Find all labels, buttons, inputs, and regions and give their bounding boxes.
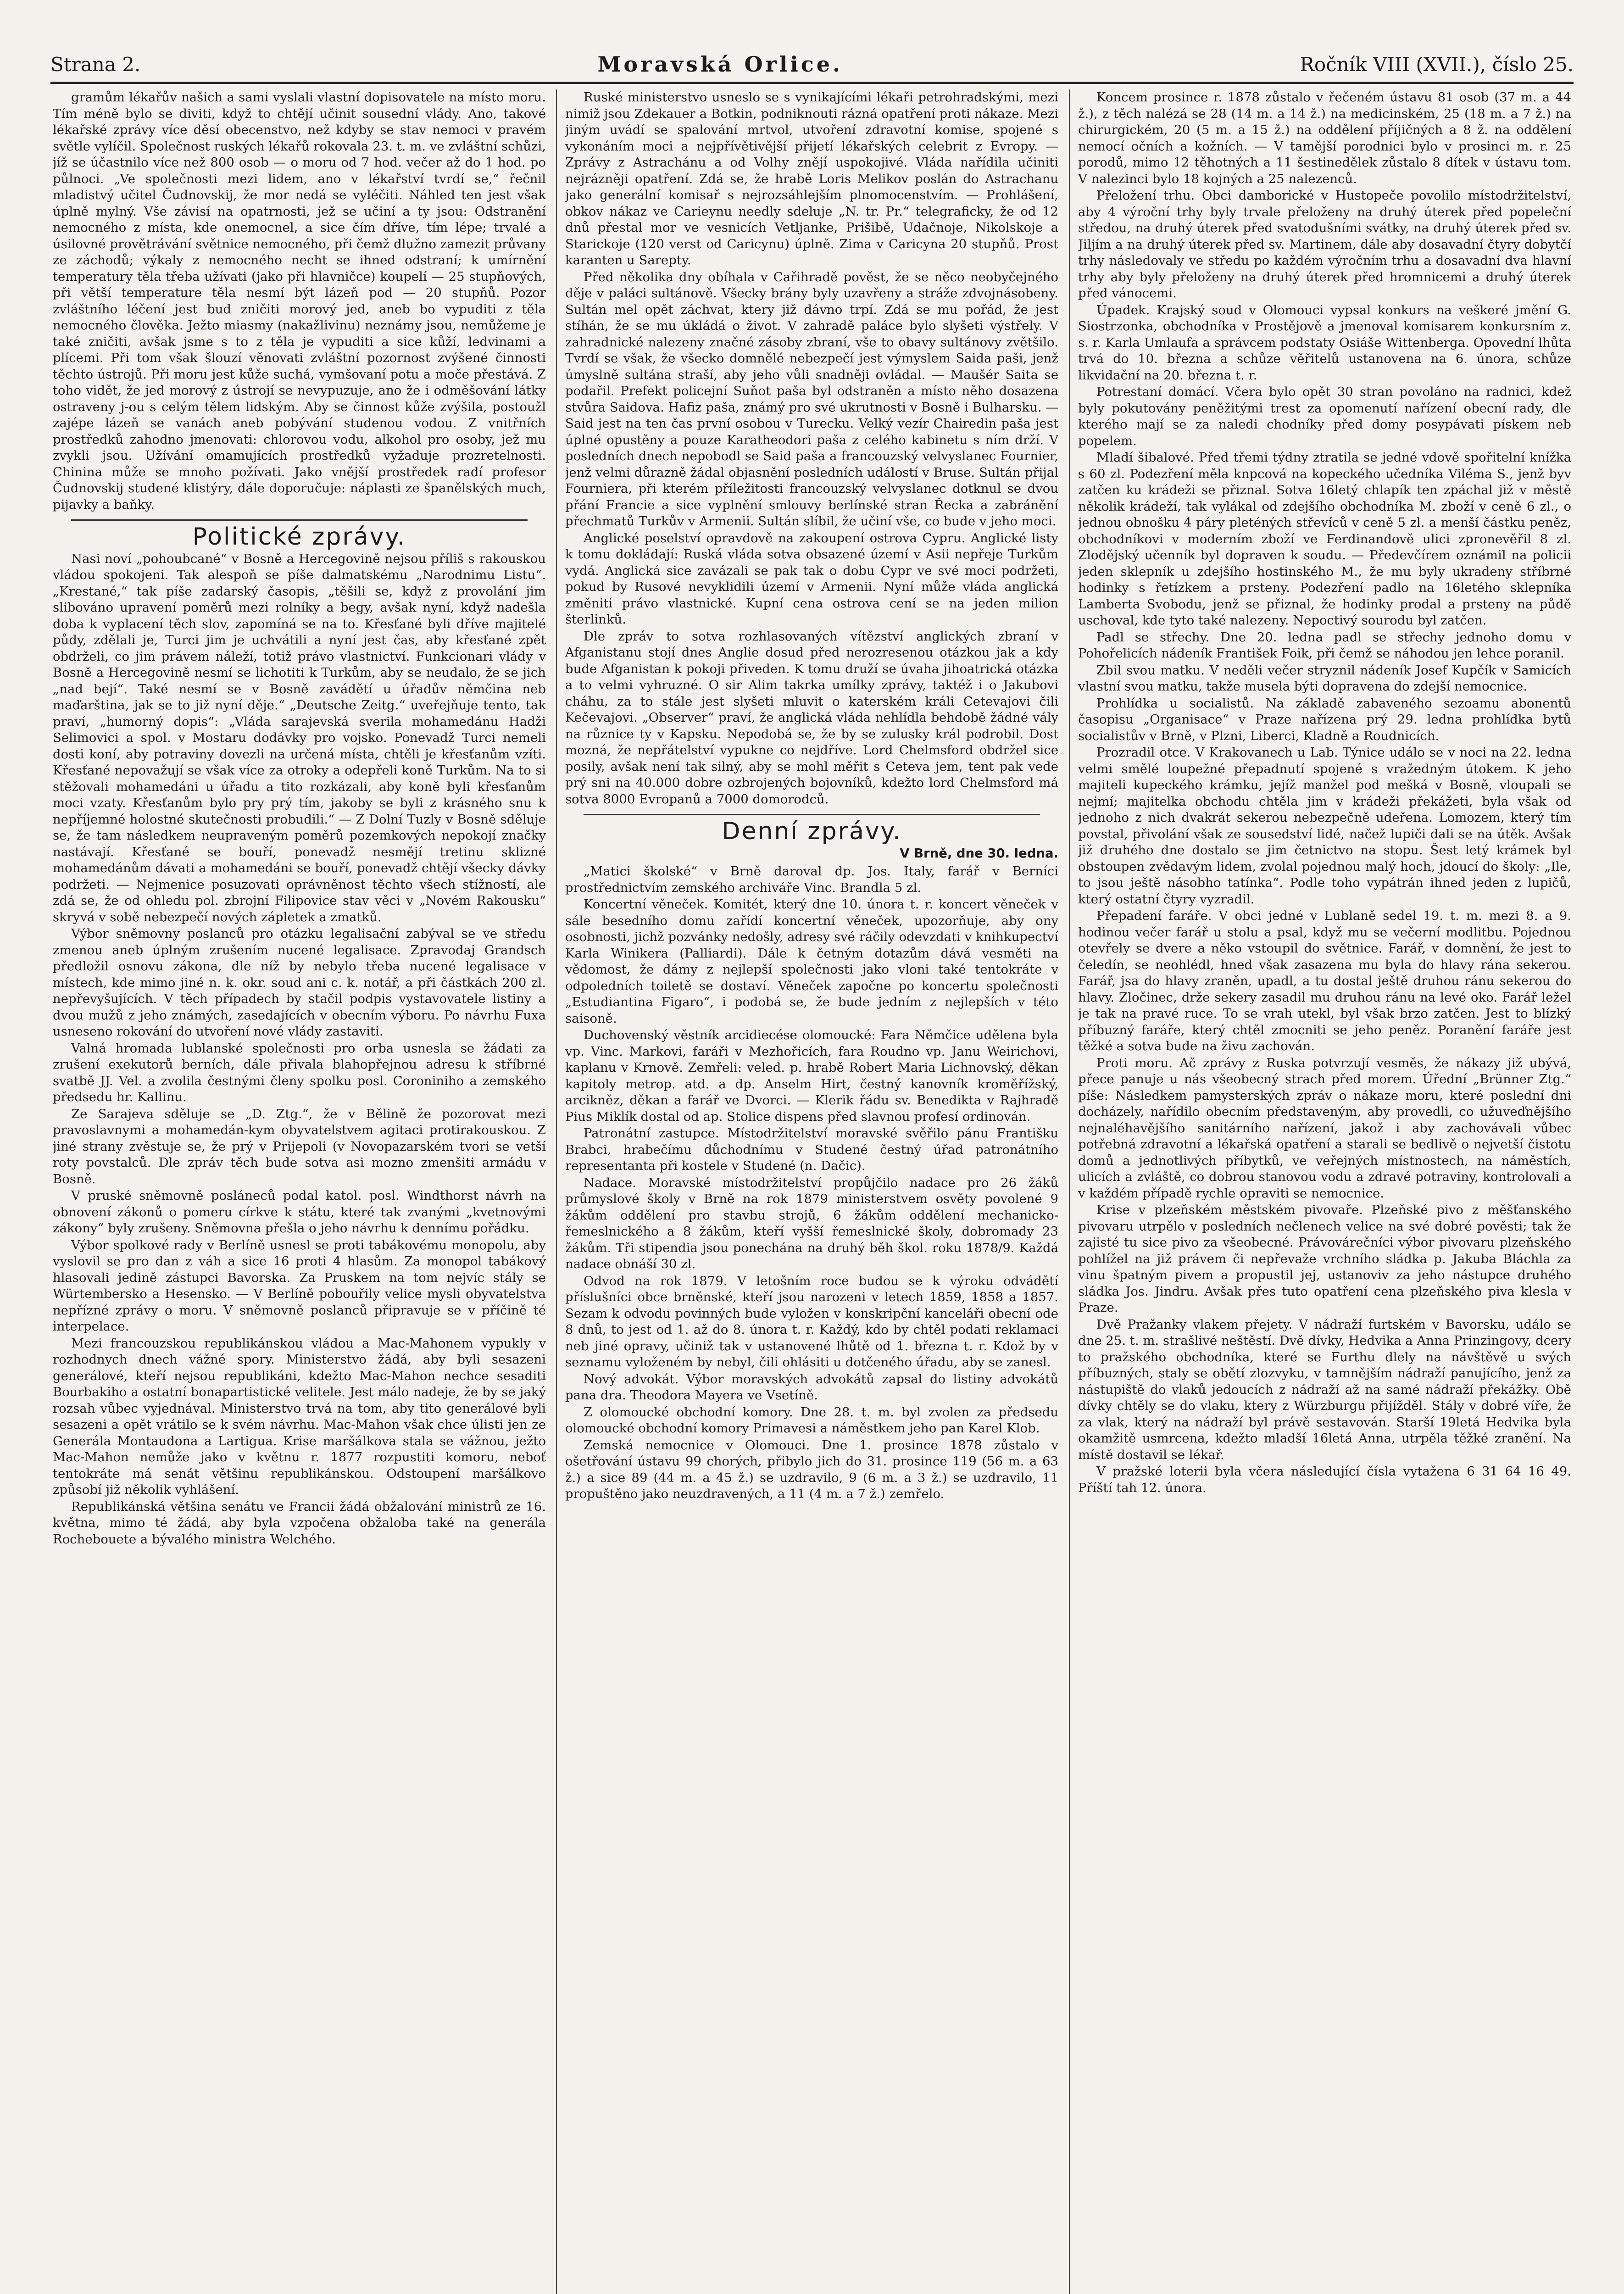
article-text: Výbor sněmovny poslanců pro otázku legalisační zabýval se ve středu zmenou aneb úplným zrušením nucené legalisace. Zpravodaj Grandsch předložil osnovu zákona, dle níž by nebylo třeba nucené legalisace v místech, kde mimo jiné n. k. okr. soud ani c. k. notář, a při částkách 200 zl. nepřevyšujících. V těch případech by stačil podpis vystavovatele listiny a dvou mužů z jeho známých, zasedajících v obecním výboru. Po návrhu Fuxa usneseno rokování do utvoření nové vlády zastaviti. <box>53 926 546 1039</box>
article-text: Krise v plzeňském městském pivovaře. Plzeňské pivo z měšťanského pivovaru utrpělo v posledních nečlenech velice na své dobré pověsti; tak že zajisté tu sice pivo za všeobecné. Právovárečníci výbor pivovaru plzeňského pohlížel na již právem či nepřevaže vrchního sládka p. Jakuba Bláchla za vinu špatným pivem a propustil jej, ustanoviv za jeho nástupce druhého sládka Jos. Jindru. Avšak přes tuto opatření cena plzeňského piva klesla v Praze. <box>1078 1203 1571 1315</box>
article-text: Dvě Pražanky vlakem přejety. V nádraží furtském v Bavorsku, událo se dne 25. t. m. strašlivé neštěstí. Dvě dívky, Hedvika a Anna Prinzingovy, dcery to pražského obchodníka, které se Furthu dlely na návštěvě u svých příbuzných, staly se obětí zlozvyku, v tamnějším nádraží panujícího, jenž za nástupiště do vlaků jedoucích z nádraží až na samé nádraží překážky. Obě dívky chtěly se do vlaku, ktery z Würzburgu přijížděl. Stály v dobré víře, že za vlak, který na nádraží byl právě sestavován. Starší 19letá Hedvika byla okamžitě usmrcena, kdežto mladší 16letá Anna, utrpěla těžké zranění. Na místě dostavil se lékař. <box>1078 1317 1571 1462</box>
article-text: Koncertní věneček. Komitét, který dne 10. února t. r. koncert věneček v sále besedního domu zařídí koncertní věneček, upozorňuje, aby ony osobnosti, jichž pozvánky nedošly, adresy své ráčily odevzdati v knihkupectví Karla Winikera (Palliardi). Dále k četným dotazům dává vesměti na vědomost, že dámy z nejlepší společnosti jako vloni také tentokráte v odpoledních toiletě se dostaví. Věneček započne po koncertu společnosti „Estudiantina Figaro“, i podobá se, že bude jedním z nejlepších v této saisoně. <box>565 897 1058 1026</box>
newspaper-title: Moravská Orlice. <box>597 52 843 77</box>
article-text: Úpadek. Krajský soud v Olomouci vypsal konkurs na veškeré jmění G. Siostrzonka, obchodníka v Prostějově a jmenoval komisarem konkursním z. s. r. Karla Umlaufa a správcem podstaty Osiáše Wittenberga. Opovední lhůta trvá do 10. března a schůze věřitelů ustanovena na 6. února, schůze likvidační na 20. března t. r. <box>1078 302 1571 383</box>
article-text: Prohlídka u socialistů. Na základě zabaveného sezoamu abonentů časopisu „Organisace“ v Praze nařízena prý 29. ledna prohlídka bytů socialistův v Brně, v Plzni, Liberci, Kladně a Roudnicích. <box>1078 696 1571 743</box>
section-rule <box>71 519 528 521</box>
article-text: V pražské loterii byla včera následující čísla vytažena 6 31 64 16 49. Příští tah 12. února. <box>1078 1464 1571 1495</box>
article-text: Proti moru. Ač zprávy z Ruska potvrzují vesměs, že nákazy již ubývá, přece panuje u nás všeobecný strach před morem. Úřední „Brünner Ztg.“ píše: Následkem pamysterských zpráv o nákaze moru, které poslední dni docházely, nařídilo obecním představeným, aby provedli, co užuveďnějšího nejnaléhavějšího sanitárního nařízení, jakož i aby zachovávali vůbec potřebná zdravotní a lékařská opatření a starali se bedlivě o nejvetší čistotu domů a jednotlivých příbytků, ve veřejných místnostech, na náměstích, ulicích a zvláště, co dobrou stanovou vodu a zdravé potraviny, kontrolovali a v každém případě rychle opraviti se nemocnice. <box>1078 1055 1571 1201</box>
article-text: Republikánská většina senátu ve Francii žádá obžalování ministrů ze 16. května, mimo té žádá, aby byla vzpočena obžaloba také na generála Rochebouete a bývalého ministra Welchého. <box>53 1499 546 1547</box>
section-title-politics: Politické zprávy. <box>192 523 406 551</box>
article-text: Nasi noví „pohoubcané“ v Bosně a Hercegovině nejsou příliš s rakouskou vládou spokojeni. Tak alespoň se píše dalmatskému „Narodnimu Listu“. „Krestané,“ tak píše zadarský časopis, „těšili se, když z provolání jim slibováno upravení poměrů mezi rolníky a begy, avšak nyní, když nadešla doba k vyplacení těch slov, zapomíná se na to. Křesťané byli dříve majitelé půdy, zdělali je, Turci jim je uchvátili a nyní jest čas, aby křesťané zpět obdrželi, co jim právem náleží, totiž právo vlastnictví. Funkcionari vlády v Bosně a Hercegovině nesmí se lichotiti k Turkům, aby se neudalo, že se jich „nad bejí“. Také nesmí se v Bosně zavádětí u úřadův němčina neb maďarština, jak se to již nyní děje.“ „Deutsche Zeitg.“ uveřejňuje tento, tak praví, „humorný dopis“: „Vláda sarajevská sverila mohamedánu Hadži Selimovici a spol. v Mostaru dodávky pro vojsko. Ponevadž Turci nemeli dosti koní, aby potraviny dovezli na určená místa, chtěli je křesťanům vzíti. Křesťané nepovažují se však více za otroky a odepřeli koně Turkům. Na to si stěžovali mohamedáni u úřadu a tito rozkázali, aby koně byli křesťanům moci vzaty. Křesťanům bylo pry prý tím, jakoby se byli z krásného snu k nepříjemné holostné skutečnosti probudili.“ — Z Dolní Tuzly v Bosně sděluje se, že tam následkem neupraveným poměrů pozemkových nepokojí značky nastávají. Křesťané se bouří, ponevadž nesmějí tretinu sklizné mohamedánům dávati a mohamedáni se bouří, ponevadž chtějí všecky dávky podržeti. — Nejmenice posuzovati oprávněnost těchto všech stížností, ale zdá se, že od ohledu pol. zbrojní Filipovice stav věci v „Novém Rakousku“ skryvá v sobě nebezpečí nových zápletek a zmatků. <box>53 551 546 924</box>
article-text: Koncem prosince r. 1878 zůstalo v řečeném ústavu 81 osob (37 m. a 44 ž.), z těch nalézá se 28 (14 m. a 14 ž.) na medicinském, 25 (18 m. a 7 ž.) na chirurgickém, 20 (5 m. a 15 ž.) na oddělení příjičných a 8 ž. na oddělení nemocí očních a kožních. — V tamější porodnici bylo v prosinci m. r. 25 porodů, mimo 12 těhotných a 11 šestinedělek zůstalo 8 dítek v ústavu tom. V nalezinci bylo 18 kojných a 25 nalezenců. <box>1078 90 1571 186</box>
column-divider <box>1069 89 1070 2294</box>
header-rule <box>50 82 1574 84</box>
article-text: Odvod na rok 1879. V letošním roce budou se k výroku odvádětí příslušníci obce brněnské, kteří jsou narozeni v letech 1859, 1858 a 1857. Sezam k odvodu povinných bude vyložen v konskripční kanceláři obecní ode 8 dnů, to jest od 1. až do 8. února t. r. Každý, kdo by chtěl podati reklamaci neb jiné opravy, učiniž tak v ustanovené lhůtě od 1. března t. r. Kdož by v seznamu vyloženém by nebyl, čili ohlásiti u dotčeného úřadu, aby se zanesl. <box>565 1273 1058 1370</box>
article-text: Anglické poselství opravdově na zakoupení ostrova Cypru. Anglické listy k tomu dokládají: Ruská vláda sotva obsazené území v Asii nepřeje Turkům vydá. Anglická sice zavázali se pak tak o dobu Cypr ve své moci podržeti, pokud by Rusové nevyklidili území v Armenii. Nyní může vláda anglická změniti právo vlastnické. Kupní cena ostrova cení se na jeden milion šterlinků. <box>565 530 1058 627</box>
article-text: Duchovenský věstník arcidiecése olomoucké: Fara Němčice udělena byla vp. Vinc. Markovi, faráři v Mezhořicích, fara Roudno vp. Janu Weirichovi, kaplanu v Krnově. Zemřeli: veled. p. hrabě Robert Maria Lichnovský, děkan kapitoly metrop. atd. a dp. Anselm Hirt, čestný kanovník kroměřížský, arcikněz, děkan a farář ve Dvorci. — Klerik řádu sv. Benedikta v Rajhradě Pius Miklík dostal od ap. Stolice dispens před slavnou profesí ordinován. <box>565 1028 1058 1124</box>
article-text: Zemská nemocnice v Olomouci. Dne 1. prosince 1878 zůstalo v ošetřování ústavu 99 chorých, přibylo jich do 31. prosince 119 (56 m. a 63 ž.) a sice 89 (44 m. a 45 ž.) se uzdravilo, 9 (6 m. a 3 ž.) se uzdravilo, 11 propuštěno jako neuzdravených, a 11 (4 m. a 7 ž.) zemřelo. <box>565 1437 1058 1501</box>
column-3 <box>1078 89 1571 2294</box>
article-text: Přepadení faráře. V obci jedné v Lublaně sedel 19. t. m. mezi 8. a 9. hodinou večer farář u stolu a psal, když mu se večerní modlitbu. Pojednou otevřely se dvere a něko vstoupil do světnice. Farář, v domnění, že jest to čeledín, se neohlédl, hned však zasazena mu byla do hlavy rána sekerou. Farář, jsa do hlavy zraněn, upadl, a tu dostal ještě druhou ránu sekerou do hlavy. Zločinec, drže sekery zasadil mu druhou ránu na levé oko. Farář ležel je tak na pravé ruce. To se vrah utekl, byl však brzo zatčen. Jest to blízký příbuzný faráře, který chtěl zmocniti se jeho peněz. Poranění faráře jest těžké a sotva bude na živu zachován. <box>1078 908 1571 1053</box>
article-text: Ruské ministerstvo usneslo se s vynikajícími lékaři petrohradskými, mezi nimiž jsou Zdekauer a Botkin, podniknouti rázná opatření proti nákaze. Mezi jiným uvádí se spalování mrtvol, utvoření zdravotní komise, spojené s vykonáním moci a nejpřívětivější přijetí lékařských celebrit z Evropy. — Zprávy z Astrachánu a od Volhy znějí uspokojivé. Vláda nařídila učiniti nejrázněji opatření. Zdá se, že hrabě Loris Melikov poslán do Astrachanu jako generální komisař s nejrozsáhlejším plnomocenstvím. — Prohlášení, obkov nákaz ve Carieynu needly sdeluje „N. tr. Pr.“ telegraficky, že od 12 dnů přestal mor ve vesnicích Vetljanke, Prišibě, Udačnoje, Nikolskoje a Starickoje (120 verst od Caricynu) úplně. Zima v Caricyna 20 stupňů. Prost karanten u Sarepty. <box>565 90 1058 267</box>
article-text: Dle zpráv to sotva rozhlasovaných vítězství anglických zbraní v Afganistanu stojí dnes Anglie dosud před nerozresenou otázkou jak a kdy bude Afganistan k pokoji přiveden. K tomu druží se úvaha jihoatrická otázka a to velmi vyhruzné. O sir Alim takrka umílky zprávy, taktéž i o Jakubovi cháhu, za to stále jest slyšeti mluvit o katerském králi Cetevajovi čili Kečevajovi. „Observer“ praví, že anglická vláda nehlídla behdobě žádné vály na různice ty v Kapsku. Nepodobá se, že by se zulusky král podrobil. Dost mozná, že nepřátelství vypukne co nejdříve. Lord Chelmsford obdržel sice posily, avšak není tak silný, aby se mohl měřit s Ceteva jem, tent pak vede prý sni na 40.000 dobre ozbrojených bojovníků, kdežto lord Chelmsford má sotva 8000 Evropanů a 7000 domorodců. <box>565 629 1058 807</box>
article-text: Prozradil otce. V Krakovanech u Lab. Týnice událo se v noci na 22. ledna velmi smělé loupežné přepadnutí spojené s vražedným útokem. K jeho majiteli kupeckého krámku, jejíž manžel pod mešká v Bosně, vloupali se nejmí; majitelka obchodu chtěla jim v krádeži překážeti, byla však od jednoho z nich dvakrát sekerou nebezpečně udeřena. Lomozem, který tím povstal, přivolání však ze sousedství lidé, načež lupiči dali se na útěk. Avšak již druhého dne dostalo se jim četnictvo na stopu. Šest letý krámek byl obstoupen zvědavým lidem, zvolal pojednou malý hoch, jdoucí do školy: „Ile, to jsou ještě násobho tatínka“. Podle toho vypátrán ihned jeden z lupičů, který ostatní čtyry vyzradil. <box>1078 745 1571 907</box>
article-text: Zbil svou matku. V neděli večer stryznil nádeník Josef Kupčík v Samicích vlastní svou matku, takže musela býti dopravena do zdejší nemocnice. <box>1078 663 1571 694</box>
article-text: Padl se střechy. Dne 20. ledna padl se střechy jednoho domu v Pohořelicích nádeník František Foik, při čemž se náhodou jen lehce poranil. <box>1078 629 1571 661</box>
article-text: „Matici školské“ v Brně daroval dp. Jos. Italy, farář v Berníci prostřednictvím zemského archiváře Vinc. Brandla 5 zl. <box>565 864 1058 895</box>
article-text: Valná hromada lublanské společnosti pro orba usnesla se žádati za zrušení exekutorů berních, dále přivala blahopřejnou adresu k stříbrné svatbě JJ. Vel. a zvolila čestnými členy spolku posl. Coroninihο a zemského předsedu hr. Kallinu. <box>53 1041 546 1104</box>
article-text: Mladí šibalové. Před třemi týdny ztratila se jedné vdově spořitelní knížka s 60 zl. Podezření měla knpcová na kopeckého učedníka Viléma S., jenž byv zatčen ku krádeži se přiznal. Sotva 16letý chlapík ten zpáchal již v městě několik krádeží, tak vylákal od zdejšího obchodníka M. zboží v ceně 6 zl., o jednou obnošku 4 páry pleténých střevíců v ceně 5 zl. a menší částku peněz, obchodníkovi v moderním zboží ve Ferdinandově ulici zpronevěřil 8 zl. Zlodějský učenník byl dopraven k soudu. — Předevčírem oznámil na policii jeden sklepník u zdejšího hostinského M., že mu byly ukradeny stříbrné hodinky s řetízkem a prsteny. Podezření padlo na 16letého sklepníka Lamberta Svobodu, jenž se přiznal, že hodinky prodal a prsteny na půdě uschoval, kde tyto také nalezeny. Nepoctivý sourodu byl zatčen. <box>1078 450 1571 628</box>
article-text: Výbor spolkové rady v Berlíně usnesl se proti tabákovému monopolu, aby vyslovil se pro dan z váh a sice 16 proti 4 hlasům. Za monopol tabákový hlasovali jedině zástupci Bavorska. Za Pruskem na tom nejvíc stály se Würtembersko a Hesensko. — V Berlíně pobouřily velice mysli obyvatelstva nepřízné zprávy o moru. V sněmovně poslanců připravuje se v příčině té interpelace. <box>53 1237 546 1334</box>
section-title-daily-news: Denní zprávy. <box>722 818 902 845</box>
article-text: Před několika dny obíhala v Cařihradě pověst, že se něco neobyčejného děje v paláci sultánově. Všecky brány byly uzavřeny a stráže zdvojnásobeny. Sultán mel opět záchvat, ktery již dávno trpí. Zdá se mu pořád, že jest stíhán, že se mu úkládá o život. V zahradě paláce bylo slyšeti výstřely. V zahradnické nalezeny značné zásoby zbraní, vše to obavy sultánovy zvětšilo. Tvrdí se však, že všecko domnělé nebezpečí jest výmyslem Saida paši, jenž úmyslně sultána straší, aby jeho vůli snadněji ovládal. — Maušér Saita se podařil. Prefekt policejní Suňot paša byl odstraněn a místo něho dosazena stvůra Saidova. Hafiz paša, známý pro své ukrutnosti v Bosně i Bulharsku. — Said jest na ten čas první osobou v Turecku. Velký vezír Chairedin paša jest úplné opustěny a pouze Karatheodori paša z celého kabinetu s ním drží. V posledních dnech nepobodl se Said paša a francouzský velvyslanec Fournier, jenž velmi důrazně žádal objasnění posledních událostí v Bruse. Sultán přijal Fourniera, při kterém příležitosti francouzský velvyslanec dotknul se dvou přání Francie a sice vyplnění smlouvy berlínské stran Řecka a zabránění přechmatů Turkův v Armenii. Sultán slíbil, že učiní vše, co bude v jeho moci. <box>565 269 1058 529</box>
issue-info: Ročník VIII (XVII.), číslo 25. <box>1300 53 1574 76</box>
article-text: gramům lékařův našich a sami vyslali vlastní dopisovatele na místo moru. Tím méně bylo se diviti, když to chtějí učinit sousední vlády. Ano, takové lékařské zprávy více děsí obecenstvo, než kdyby se stav nemoci v pravém světle vylíčil. Společnost ruských lékařů rokovala 23. t. m. ve zvláštní schůzi, jíž se účastnilo více než 800 osob — o moru od 7 hod. večer až do 1 hod. po půlnoci. „Ve společnosti mezi lidem, ano v lékařství tvrdí se,“ řečnil mladistvý učitel Čudnovskij, že mor nedá se vyléčiti. Náhled ten jest však úplně mylný. Vše závisí na opatrnosti, jež se učiní a ty jsou: Odstranění nemocného z místa, kde onemocnel, a sice čím dříve, tím lépe; trvalé a úsilovné provětrávání světnice nemocného, při čemž dlužno zamezit průvany ze záchodů; výkaly z nemocného necht se ihned odstraní; k umírnění temperatury těla třeba užívati (jako při hlavničce) koupelí — 25 stupňových, při větší temperature těla nesmí být lázeň pod — 20 stupňů. Pozor zvláštního léčení jest bud zničiti morový jed, aneb bo vypuditi z těla nemocného člověka. Ježto miasmy (nakažlivinu) neznámy jsou, nemůžeme je také zničiti, avšak jsme s to z těla je vypuditi a sice kůží, ledvinami a plícemi. Při tom však šlouzí věnovati zvláštní pozornost zvýšené činnosti těchto ústrojů. Při moru jest kůže suchá, vymšovaní potu a moče přestává. Z toho vidět, že jed morový z ústrojí se nevypuzuje, ano že i odměšování látky ostraveny j-ou s celým tělem lidským. Aby se činnost kůže zvýšila, postoužl zajépe lázeň se vanách aneb pobývání studenou vodou. Z vnitřních prostředků zahodno jmenovati: chlorovou vodu, alkohol pro osoby, jež mu zvykli jsou. Užívání omamujících prostředků vyžaduje prozretelnosti. Chinina může se mnoho požívati. Jako vnější prostředek radí profesor Čudnovskij studené klistýry, dále doporučuje: náplasti ze španělských much, pijavky a baňky. <box>53 90 546 512</box>
article-text: Přeložení trhu. Obci damborické v Hustopeče povolilo místodržitelství, aby 4 výroční trhy byly trvale přeloženy na druhý úterek před popeleční středou, na druhý úterek před svatodušními svátky, na druhý úterek před sv. Jiljím a na druhý úterek před sv. Martinem, dále aby dosavadní čtyry dobytčí trhy následovaly ve středu po každém výročním trhu a dosavadní dva hlavní trhy aby byly přeloženy na druhý úterek před hromnicemi a druhý úterek před vánocemi. <box>1078 188 1571 301</box>
column-divider <box>556 89 557 2294</box>
article-text: V pruské sněmovně posláneců podal katol. posl. Windthorst návrh na obnovení zákonů o pomeru církve k státu, které tak zvanými „kvetnovými zákony“ byly zrušeny. Sněmovna přešla o jeho návrhu k dennímu pořádku. <box>53 1188 546 1236</box>
page-number: Strana 2. <box>50 53 141 76</box>
article-text: Nadace. Moravské místodržitelství propůjčilo nadace pro 26 žáků průmyslové školy v Brně na rok 1879 ministerstvem osvěty povolené 9 žákům oddělení pro stavbu strojů, 6 žákům oddělení mechanicko-řemeslnického a 8 žákům, kteří vyšší řemeslnické školy, dobromady 23 žákům. Tři stipendia jsou ponechána na druhý běh škol. roku 1878/9. Každá nadace obnáší 30 zl. <box>565 1175 1058 1271</box>
article-text: Ze Sarajeva sděluje se „D. Ztg.“, že v Bělině že pozorovat mezi pravoslavnymi a mohamedán-kym obyvatelstvem agitaci protirakouskou. Z jiné strany zvěstuje se, že prý v Prijepoli (v Novopazarském tvori se vetší roty povstalců. Dle zpráv těch bude sotva asi mozno zmenšiti armádu v Bosně. <box>53 1106 546 1186</box>
article-text: Potrestaní domácí. Včera bylo opět 30 stran povoláno na radnici, kdež byly pokutovány peněžitými trest za opomenutí nařízení obecní rady, dle kterého mají se za naledi chodníky před domy posypávati pískem neb popelem. <box>1078 384 1571 448</box>
article-text: Z olomoucké obchodní komory. Dne 28. t. m. byl zvolen za předsedu olomoucké obchodní komory Primavesi a náměstkem jeho pan Karel Klob. <box>565 1404 1058 1436</box>
dateline: V Brně, dne 30. ledna. <box>900 846 1058 861</box>
column-2 <box>565 89 1058 2294</box>
page-header <box>50 50 1574 78</box>
column-1 <box>53 89 546 2294</box>
section-rule <box>584 814 1040 815</box>
article-text: Patronátní zastupce. Místodržitelství moravské svěřilo pánu Františku Brabci, hrabečímu důchodnímu v Studené čestný úřad patronátního representanta při kostele v Studené (n. Dačic). <box>565 1126 1058 1173</box>
article-text: Mezi francouzskou republikánskou vládou a Mac-Mahonem vypukly v rozhodnych dnech vážné spory. Ministerstvo žádá, aby byli sesazeni generálové, kteří nejsou republikáni, kdežto Mac-Mahon nechce sesaditi Bourbakiho a ostatní bonapartistické velitele. Jest málo nadeje, že by se jaký rozsah vůbec vyjednával. Ministerstvo trvá na tom, aby tito generálové byli sesazeni a opět vrátilo se k svém návrhu. Mac-Mahon však chce úlisti jen ze Generála Montaudona a Lartigua. Krise maršálkova stala se vážnou, ježto Mac-Mahon nemůže jako v květnu r. 1877 rozpustiti komoru, neboť tentokráte má senát většinu republikánskou. Odstoupení maršálkovo způsobí již několik vyhlášení. <box>53 1336 546 1497</box>
article-text: Nový advokát. Výbor moravských advokátů zapsal do listiny advokátů pana dra. Theodora Mayera ve Vsetíně. <box>565 1371 1058 1403</box>
